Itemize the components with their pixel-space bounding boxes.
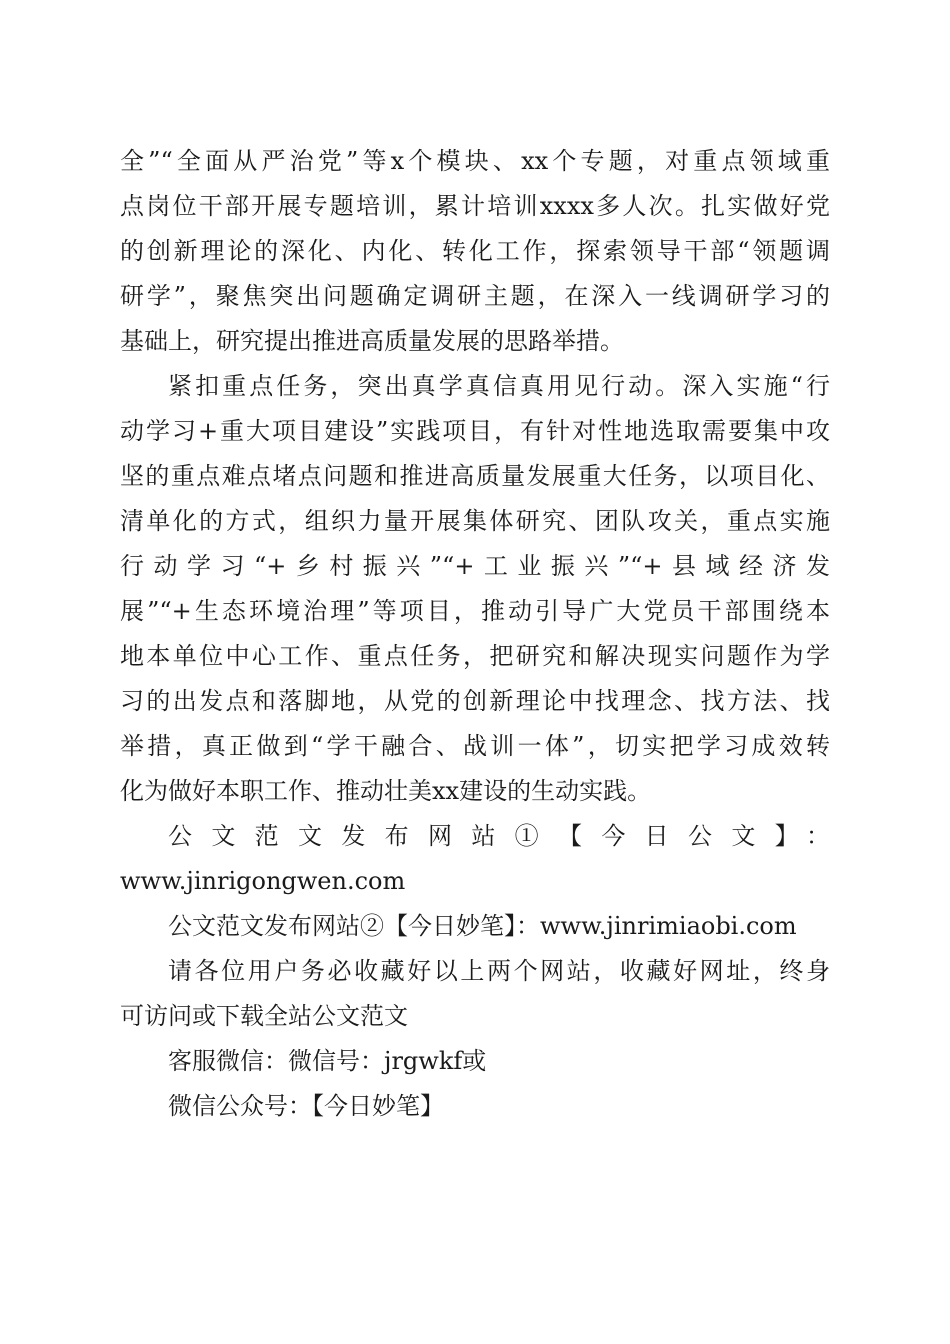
text-line: 坚的重点难点堵点问题和推进高质量发展重大任务，以项目化、 [120,462,830,490]
text-line: 点岗位干部开展专题培训，累计培训xxxx多人次。扎实做好党 [120,192,830,220]
text-line: 客服微信：微信号：jrgwkf或 [168,1047,487,1075]
text-line: 化为做好本职工作、推动壮美xx建设的生动实践。 [120,777,652,805]
text-line: 公文范文发布网站②【今日妙笔】：www.jinrimiaobi.com [168,912,797,940]
text-line: 微信公众号：【今日妙笔】 [168,1092,444,1120]
text-line: 紧扣重点任务，突出真学真信真用见行动。深入实施“行 [168,372,830,400]
text-line: 地本单位中心工作、重点任务，把研究和解决现实问题作为学 [120,642,830,670]
text-line: 行动学习“+乡村振兴”“+工业振兴”“+县域经济发 [120,552,830,580]
text-line: 请各位用户务必收藏好以上两个网站，收藏好网址，终身 [168,957,830,985]
website-1-url: www.jinrigongwen.com [120,867,406,895]
text-line: 全”“全面从严治党”等x个模块、xx个专题，对重点领域重 [120,147,830,175]
text-line: 习的出发点和落脚地，从党的创新理论中找理念、找方法、找 [120,687,830,715]
text-line: 举措，真正做到“学干融合、战训一体”，切实把学习成效转 [120,732,830,760]
wechat-official-account [120,1084,830,1129]
website-2-notice [120,904,830,949]
text-line: 可访问或下载全站公文范文 [120,1002,408,1030]
bookmark-notice [120,949,830,1039]
paragraph-2 [120,364,830,814]
paragraph-1 [120,139,830,364]
text-line: 基础上，研究提出推进高质量发展的思路举措。 [120,327,624,355]
text-line: 清单化的方式，组织力量开展集体研究、团队攻关，重点实施 [120,507,830,535]
text-line: 公文范文发布网站①【今日公文】： [168,822,830,850]
website-1-notice [120,814,830,904]
wechat-service [120,1039,830,1084]
text-line: 的创新理论的深化、内化、转化工作，探索领导干部“领题调 [120,237,830,265]
text-line: 展”“+生态环境治理”等项目，推动引导广大党员干部围绕本 [120,597,830,625]
text-line: 研学”，聚焦突出问题确定调研主题，在深入一线调研学习的 [120,282,830,310]
text-line: 动学习+重大项目建设”实践项目，有针对性地选取需要集中攻 [120,417,830,445]
document-body [120,139,830,1129]
